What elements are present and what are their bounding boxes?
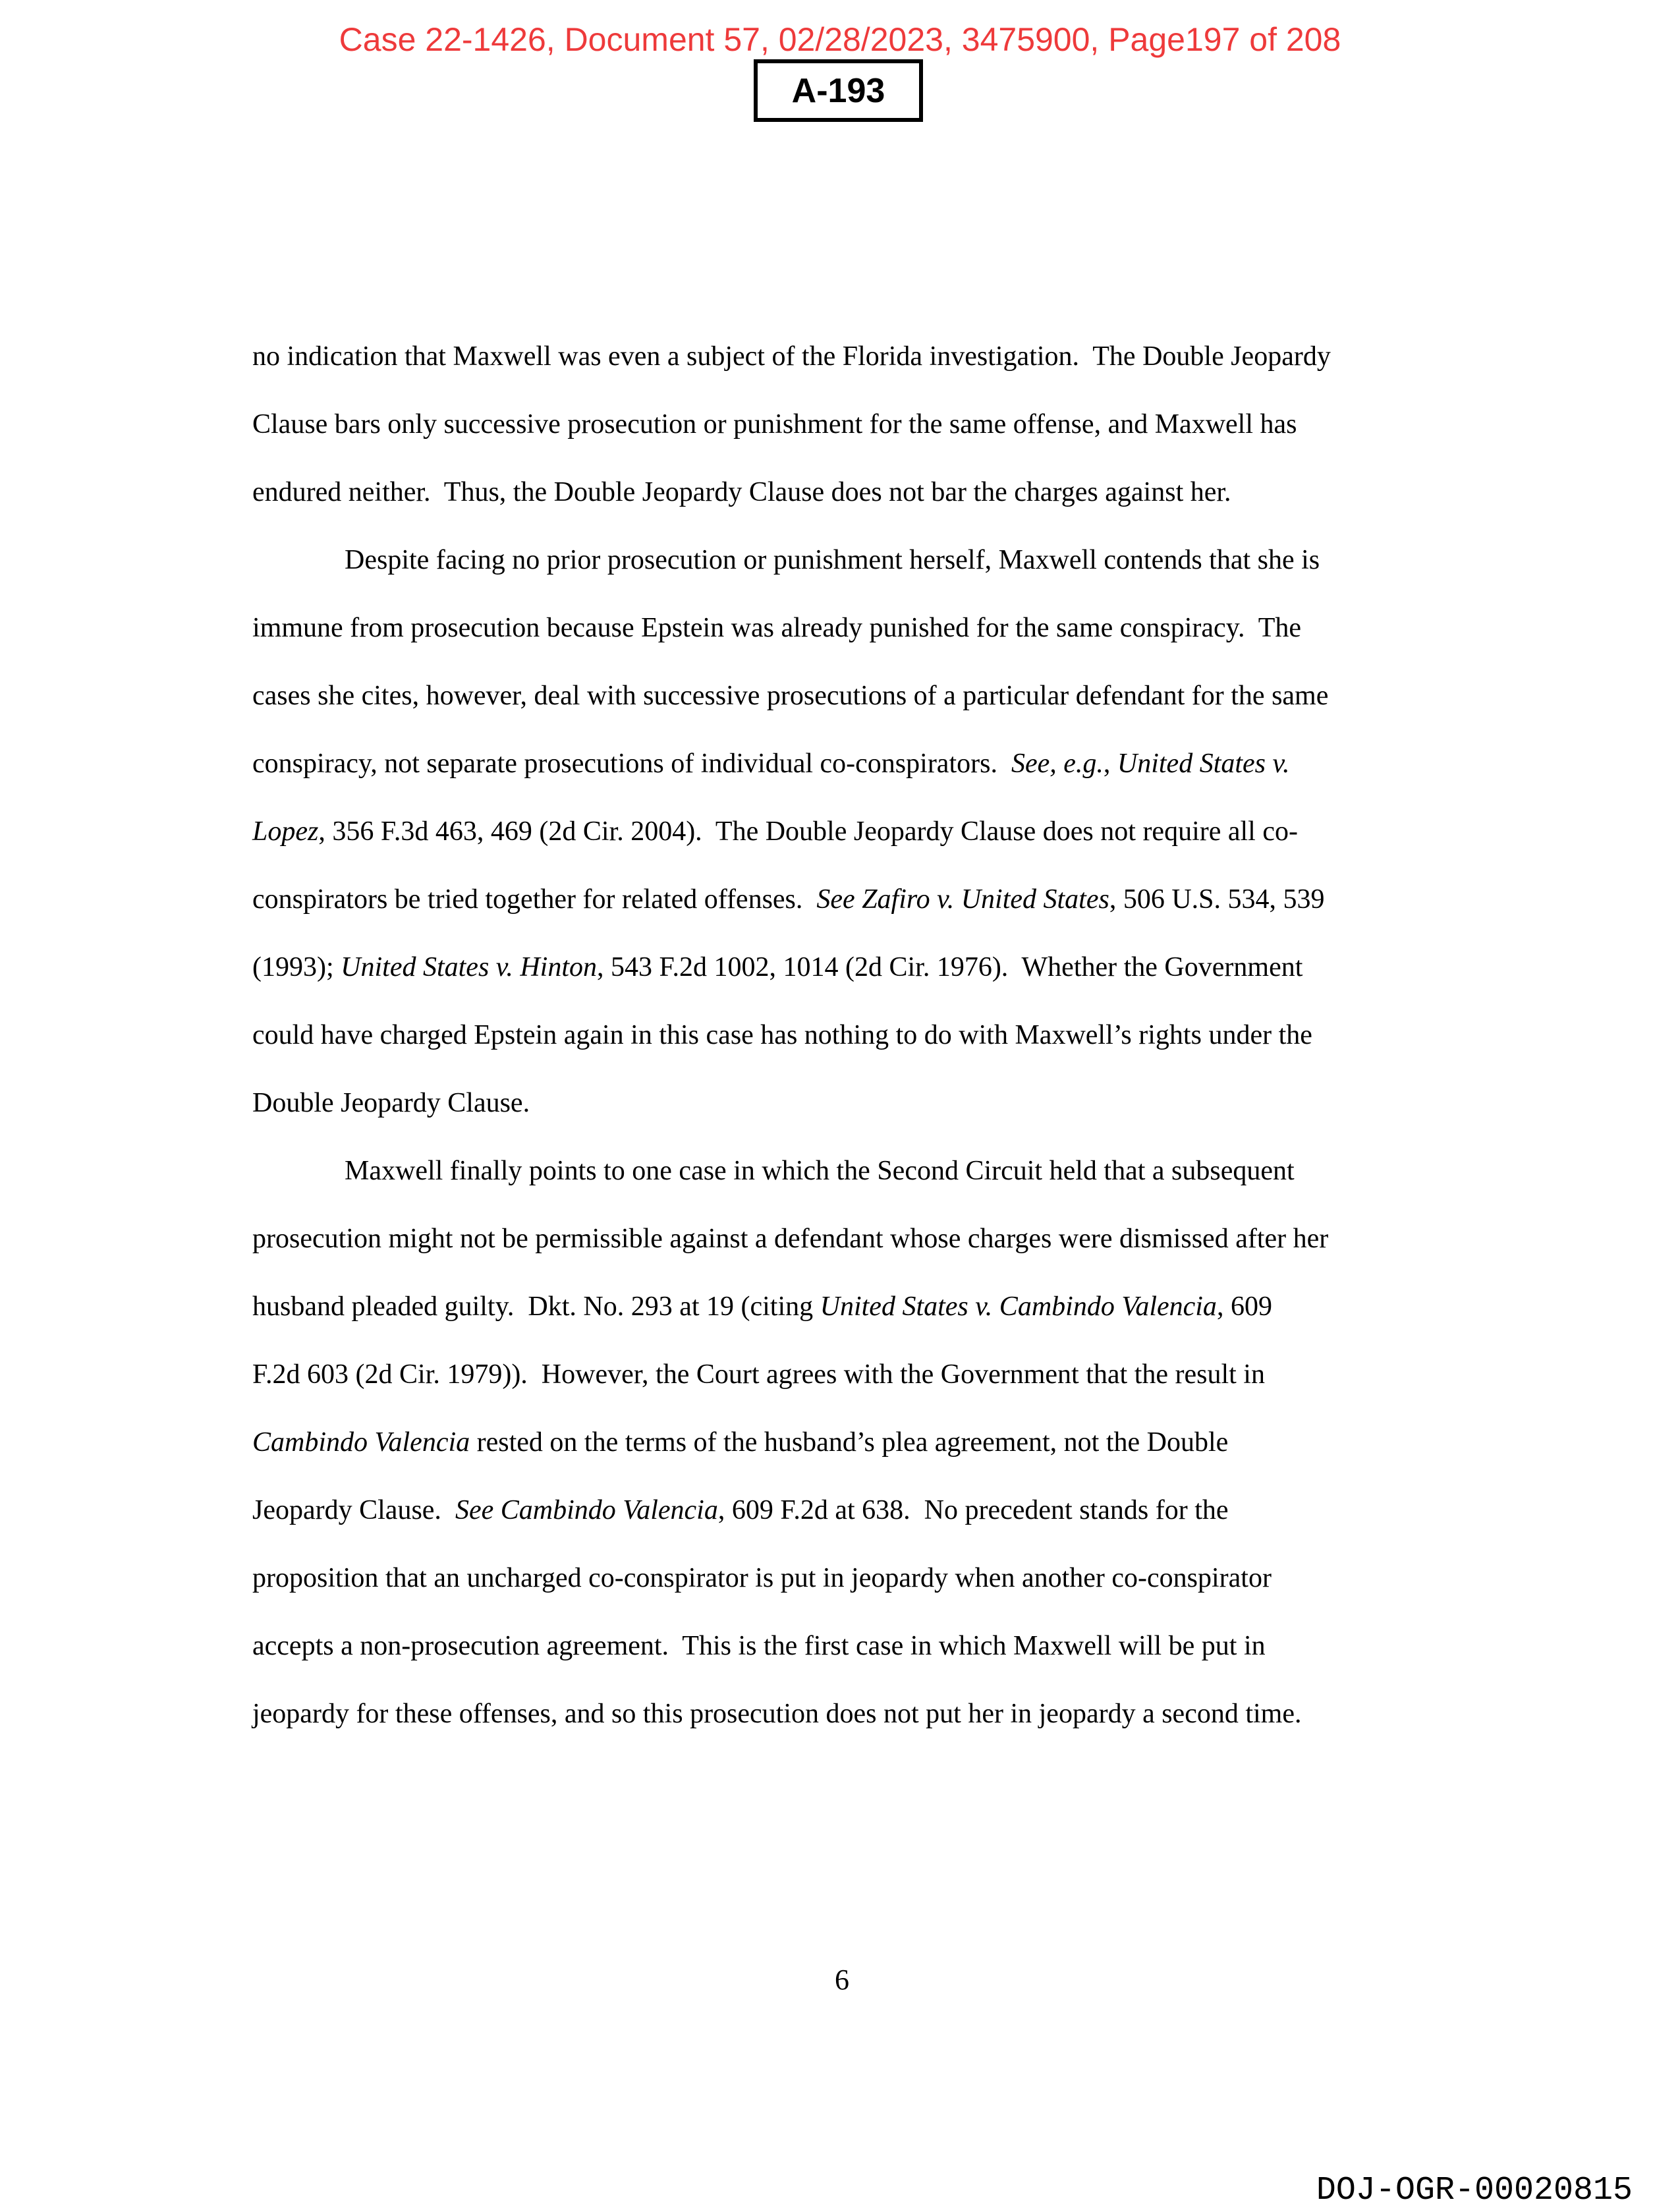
text-line [252, 730, 1438, 798]
citation-italic-text: United States v. Cambindo Valencia [820, 1291, 1217, 1322]
text-line [252, 526, 1438, 594]
body-text-segment: conspiracy, not separate prosecutions of individual co-conspirators. [252, 749, 1011, 779]
body-text-segment: Double Jeopardy Clause. [252, 1088, 530, 1118]
body-text-segment: could have charged Epstein again in this case has nothing to do with Maxwell’s rights under the [252, 1020, 1312, 1050]
text-line [252, 1341, 1438, 1409]
body-text-segment: endured neither. Thus, the Double Jeopardy Clause does not bar the charges against her. [252, 477, 1231, 507]
body-text-segment: Maxwell finally points to one case in which the Second Circuit held that a subsequent [345, 1156, 1295, 1186]
body-text-segment: Clause bars only successive prosecution or punishment for the same offense, and Maxwell has [252, 409, 1297, 440]
body-text-segment: proposition that an uncharged co-conspirator is put in jeopardy when another co-conspirator [252, 1563, 1272, 1593]
text-line [252, 934, 1438, 1002]
body-text-segment: , 356 F.3d 463, 469 (2d Cir. 2004). The Double Jeopardy Clause does not require all co- [318, 816, 1298, 847]
citation-italic-text: United States v. [1117, 749, 1290, 779]
citation-italic-text: United States v. Hinton [341, 952, 597, 982]
body-text-segment: cases she cites, however, deal with successive prosecutions of a particular defendant for the same [252, 681, 1329, 711]
text-line [252, 1137, 1438, 1205]
text-line [252, 594, 1438, 662]
body-text-segment: Jeopardy Clause. [252, 1495, 455, 1525]
document-body [252, 323, 1438, 1748]
body-text-segment: rested on the terms of the husband’s plea agreement, not the Double [470, 1427, 1229, 1458]
text-line [252, 866, 1438, 934]
text-line [252, 391, 1438, 459]
body-text-segment: , 609 F.2d at 638. No precedent stands for the [717, 1495, 1229, 1525]
appendix-page-stamp-box [754, 59, 923, 122]
text-line [252, 1545, 1438, 1612]
text-line [252, 459, 1438, 526]
body-text-segment: , 506 U.S. 534, 539 [1109, 884, 1325, 915]
body-text-segment: F.2d 603 (2d Cir. 1979)). However, the Court agrees with the Government that the result in [252, 1359, 1265, 1390]
text-line [252, 1273, 1438, 1341]
body-text-segment: (1993); [252, 952, 341, 982]
text-line [252, 1205, 1438, 1273]
bates-number: DOJ-OGR-00020815 [1316, 2172, 1633, 2209]
body-text-segment: , 543 F.2d 1002, 1014 (2d Cir. 1976). Whether the Government [596, 952, 1303, 982]
body-text-segment: accepts a non-prosecution agreement. This is the first case in which Maxwell will be put in [252, 1631, 1266, 1661]
body-text-segment: , 609 [1216, 1291, 1272, 1322]
body-text-segment: conspirators be tried together for related offenses. [252, 884, 817, 915]
citation-italic-text: See Cambindo Valencia [455, 1495, 718, 1525]
text-line [252, 798, 1438, 866]
citation-italic-text: See, e.g. [1011, 749, 1104, 779]
body-text-segment: husband pleaded guilty. Dkt. No. 293 at 19 (citing [252, 1291, 820, 1322]
text-line [252, 1409, 1438, 1477]
citation-italic-text: Lopez [252, 816, 319, 847]
body-text-segment: no indication that Maxwell was even a subject of the Florida investigation. The Double Jeopardy [252, 341, 1331, 372]
body-text-segment: , [1103, 749, 1117, 779]
text-line [252, 323, 1438, 391]
text-line [252, 662, 1438, 730]
text-line [252, 1680, 1438, 1748]
body-text-segment: immune from prosecution because Epstein was already punished for the same conspiracy. The [252, 613, 1302, 643]
body-text-segment: jeopardy for these offenses, and so this prosecution does not put her in jeopardy a second time. [252, 1699, 1302, 1729]
body-text-segment: prosecution might not be permissible against a defendant whose charges were dismissed after her [252, 1224, 1329, 1254]
page-number: 6 [835, 1964, 849, 1996]
text-line [252, 1612, 1438, 1680]
text-line [252, 1069, 1438, 1137]
citation-italic-text: See Zafiro v. United States [816, 884, 1109, 915]
ecf-case-header: Case 22-1426, Document 57, 02/28/2023, 3475900, Page197 of 208 [339, 21, 1341, 58]
text-line [252, 1002, 1438, 1069]
body-text-segment: Despite facing no prior prosecution or punishment herself, Maxwell contends that she is [345, 545, 1320, 575]
citation-italic-text: Cambindo Valencia [252, 1427, 470, 1458]
appendix-page-stamp-label: A-193 [791, 71, 885, 110]
text-line [252, 1477, 1438, 1545]
